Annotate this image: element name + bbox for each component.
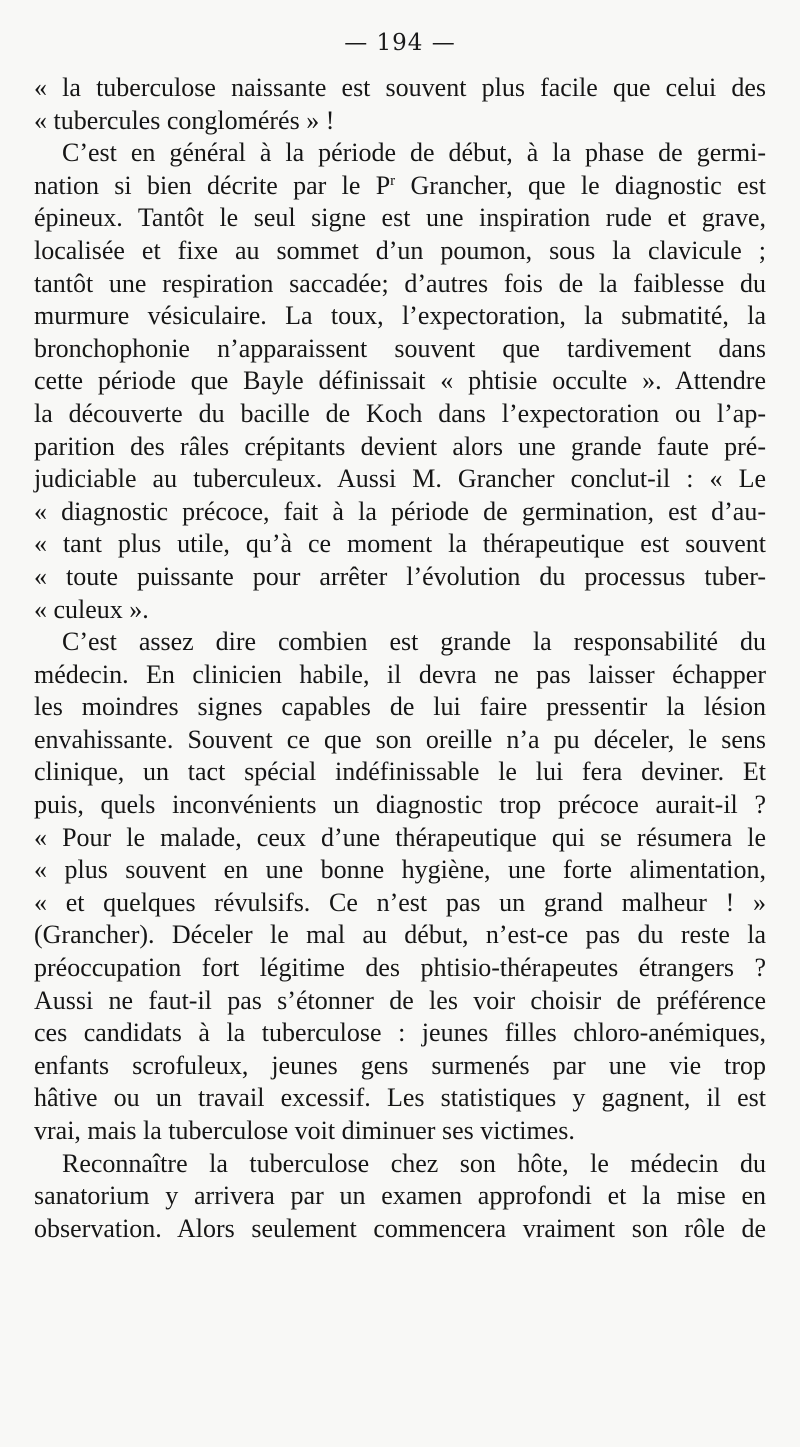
text-line: murmure vésiculaire. La toux, l’expectoration, la submatité, la [34,301,766,331]
text-line: « tubercules conglomérés » ! [34,105,335,135]
text-line: bronchophonie n’apparaissent souvent que tardivement dans [34,333,766,363]
text-line: judiciable au tuberculeux. Aussi M. Grancher conclut-il : « Le [34,464,766,494]
text-line: hâtive ou un travail excessif. Les statistiques y gagnent, il est [34,1083,766,1113]
text-line: C’est assez dire combien est grande la responsabilité du [62,627,766,657]
body-text [34,72,766,1245]
text-line: médecin. En clinicien habile, il devra ne pas laisser échapper [34,659,766,689]
text-line: Aussi ne faut-il pas s’étonner de les voir choisir de préférence [34,985,766,1015]
text-line: « et quelques révulsifs. Ce n’est pas un grand malheur ! » [34,887,766,917]
text-line: épineux. Tantôt le seul signe est une inspiration rude et grave, [34,203,766,233]
paragraph [34,72,766,137]
text-line: clinique, un tact spécial indéfinissable le lui fera deviner. Et [34,757,766,787]
text-line: parition des râles crépitants devient alors une grande faute pré- [34,431,766,461]
text-line: vrai, mais la tuberculose voit diminuer ses victimes. [34,1116,575,1145]
text-line: tantôt une respiration saccadée; d’autres fois de la faiblesse du [34,268,766,298]
text-line: ces candidats à la tuberculose : jeunes filles chloro-anémiques, [34,1018,766,1048]
text-line: « culeux ». [34,594,149,624]
text-line: envahissante. Souvent ce que son oreille n’a pu déceler, le sens [34,724,766,754]
page-number: — 194 — [344,30,456,56]
paragraph [34,1148,766,1246]
paragraph [34,137,766,626]
text-line: observation. Alors seulement commencera vraiment son rôle de [34,1213,766,1243]
text-line-with-superscript: nation si bien décrite par le $P^r$ Grancher, que le diagnostic est [34,170,766,200]
text-line: « plus souvent en une bonne hygiène, une forte alimentation, [34,855,766,885]
text-line: préoccupation fort légitime des phtisio-thérapeutes étrangers ? [34,953,766,983]
text-line: « la tuberculose naissante est souvent plus facile que celui des [34,73,766,102]
text-line: « toute puissante pour arrêter l’évolution du processus tuber- [34,561,766,591]
text-line: la découverte du bacille de Koch dans l’expectoration ou l’ap- [34,398,766,428]
paragraph [34,626,766,1148]
text-line: enfants scrofuleux, jeunes gens surmenés par une vie trop [34,1050,766,1080]
text-line: (Grancher). Déceler le mal au début, n’est-ce pas du reste la [34,920,766,950]
text-line: puis, quels inconvénients un diagnostic trop précoce aurait-il ? [34,790,766,820]
text-line: sanatorium y arrivera par un examen approfondi et la mise en [34,1181,766,1211]
text-line: Reconnaître la tuberculose chez son hôte, le médecin du [62,1148,766,1178]
superscript: r [390,172,396,189]
text-line: « tant plus utile, qu’à ce moment la thérapeutique est souvent [34,529,766,559]
text-line: cette période que Bayle définissait « phtisie occulte ». Attendre [34,366,766,396]
text-line: les moindres signes capables de lui faire pressentir la lésion [34,692,766,722]
text-line: C’est en général à la période de début, à la phase de germi- [62,138,766,168]
text-line: « diagnostic précoce, fait à la période de germination, est d’au- [34,496,766,526]
text-line: localisée et fixe au sommet d’un poumon, sous la clavicule ; [34,235,766,265]
text-line: « Pour le malade, ceux d’une thérapeutique qui se résumera le [34,822,766,852]
